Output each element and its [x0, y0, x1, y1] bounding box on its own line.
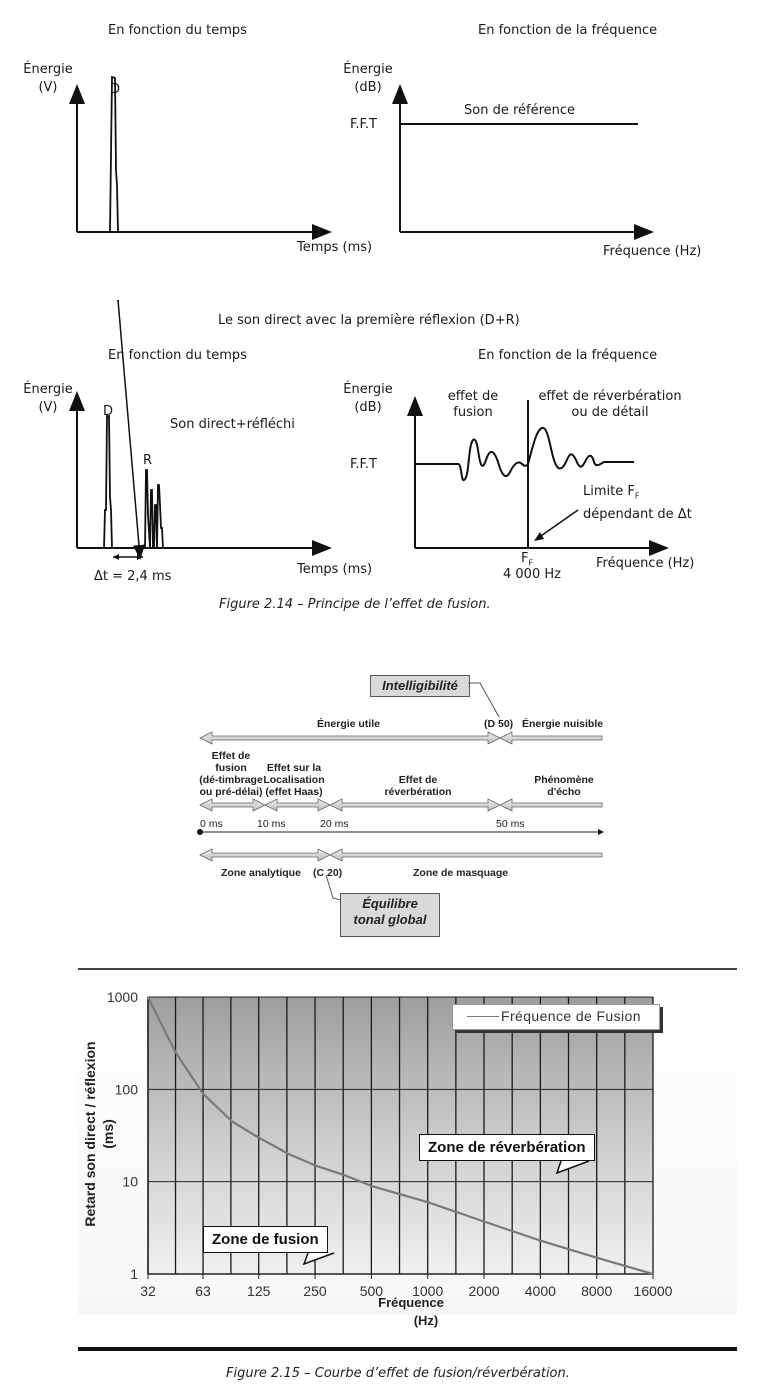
ff-value: 4 000 Hz	[503, 567, 561, 582]
data-point	[371, 1185, 373, 1187]
top-reference-label: Son de référence	[464, 103, 576, 118]
zone-localisation-label: Effet sur la Localisation (effet Haas)	[263, 762, 325, 798]
zone-localisation-arrow	[265, 799, 330, 811]
tonal-balance-callout: Équilibre tonal global	[340, 893, 440, 937]
data-point	[288, 1153, 290, 1155]
bottom-peak-d	[104, 416, 112, 548]
x-tick-label: 125	[247, 1283, 271, 1299]
data-point	[596, 1257, 598, 1259]
delta-t-arrow	[118, 300, 140, 557]
delta-t-label: Δt = 2,4 ms	[94, 569, 172, 584]
legend-line-swatch	[467, 1016, 499, 1017]
bottom-peak-r-label: R	[143, 453, 153, 468]
zone-analytic-arrow	[200, 849, 330, 861]
zone-analytic-label: Zone analytique	[221, 867, 301, 879]
x-tick-label: 16000	[633, 1283, 673, 1299]
data-point	[483, 1221, 485, 1223]
top-peak-d	[110, 77, 121, 232]
data-point	[342, 1174, 344, 1176]
x-tick-label: 32	[140, 1283, 156, 1299]
legend-label: Fréquence de Fusion	[501, 1008, 641, 1024]
zone-echo-arrow	[500, 799, 602, 811]
x-tick-label: 1000	[412, 1283, 444, 1299]
data-point	[147, 996, 149, 998]
y-tick-label: 10	[122, 1173, 138, 1190]
tick-50ms: 50 ms	[496, 818, 525, 830]
bottom-fft-label: F.F.T	[350, 457, 377, 472]
son-direct-reflechi-label: Son direct+réfléchi	[170, 417, 295, 432]
bottom-heading: Le son direct avec la première réflexion (D+R)	[218, 313, 520, 328]
data-point	[314, 1165, 316, 1167]
figure-2-14-caption: Figure 2.14 – Principe de l’effet de fusion.	[219, 597, 491, 612]
reverb-bubble-tail	[555, 1160, 595, 1176]
chart-legend	[452, 1004, 660, 1030]
combined-spectrum-curve	[415, 428, 634, 480]
fusion-effect-label-2: fusion	[453, 405, 493, 420]
intelligibility-callout: Intelligibilité	[370, 675, 470, 697]
y-tick-label: 1	[130, 1266, 138, 1282]
x-tick-label: 500	[359, 1283, 384, 1299]
data-point	[202, 1093, 204, 1095]
limit-pointer-arrowhead	[534, 532, 544, 541]
y-axis-label-1: Retard son direct / réflexion	[82, 1041, 98, 1227]
zone-echo-label: Phénomène d'écho	[534, 774, 594, 798]
bottom-time-xlabel: Temps (ms)	[297, 562, 373, 577]
bottom-freq-xlabel: Fréquence (Hz)	[596, 556, 695, 571]
data-point	[427, 1201, 429, 1203]
bottom-time-title: En fonction du temps	[108, 348, 247, 363]
reverb-effect-label-2: ou de détail	[571, 405, 649, 420]
top-time-xlabel: Temps (ms)	[297, 240, 373, 255]
energy-useful-label: Énergie utile	[317, 718, 381, 730]
x-tick-label: 2000	[468, 1283, 500, 1299]
tick-0ms: 0 ms	[200, 818, 223, 830]
limit-label-2: dépendant de Δt	[583, 507, 692, 522]
c20-label: (C 20)	[313, 867, 343, 879]
top-freq-plot	[382, 0, 764, 270]
data-point	[258, 1137, 260, 1139]
d50-label: (D 50)	[484, 718, 514, 730]
y-axis-label-2: (ms)	[100, 1119, 116, 1149]
fusion-zone-bubble: Zone de fusion	[203, 1226, 328, 1253]
reverb-effect-label-1: effet de réverbération	[538, 389, 682, 404]
bottom-time-plot	[0, 300, 382, 600]
timeline-axis-arrowhead	[598, 829, 604, 835]
limit-pointer-arrow	[538, 510, 578, 538]
bottom-freq-plot	[382, 300, 764, 600]
top-time-ylabel-2: (V)	[38, 80, 58, 95]
energy-useful-arrow	[200, 732, 500, 744]
tick-10ms: 10 ms	[257, 818, 286, 830]
energy-harmful-arrow	[500, 732, 602, 744]
x-tick-label: 63	[195, 1283, 211, 1299]
fusion-effect-label-1: effet de	[447, 389, 499, 404]
x-axis-label-2: (Hz)	[413, 1313, 439, 1328]
zone-reverb-label: Effet de réverbération	[384, 774, 452, 798]
zone-reverb-arrow	[330, 799, 500, 811]
y-tick-label: 100	[114, 1081, 138, 1098]
intelligibility-leader	[468, 683, 499, 717]
bottom-peak-d-label: D	[103, 404, 114, 419]
zone-masking-arrow	[330, 849, 602, 861]
limit-label-1: Limite $F_F$	[583, 484, 640, 501]
ff-label: $F_F$	[521, 551, 534, 568]
top-freq-xlabel: Fréquence (Hz)	[603, 244, 702, 259]
top-fft-label: F.F.T	[350, 117, 377, 132]
x-axis-label-1: Fréquence	[378, 1295, 444, 1310]
data-point	[175, 1052, 177, 1054]
x-tick-label: 8000	[581, 1283, 613, 1299]
data-point	[540, 1240, 542, 1242]
x-tick-label: 250	[303, 1283, 327, 1299]
bottom-peak-r	[145, 470, 163, 548]
bottom-freq-ylabel-2: (dB)	[354, 400, 382, 415]
top-freq-ylabel-1: Énergie	[343, 62, 393, 77]
energy-harmful-label: Énergie nuisible	[522, 718, 604, 730]
bottom-time-ylabel-1: Énergie	[23, 382, 73, 397]
figure-2-15-caption: Figure 2.15 – Courbe d’effet de fusion/réverbération.	[226, 1366, 570, 1381]
tick-20ms: 20 ms	[320, 818, 349, 830]
zone-fusion-label: Effet de fusion (dé-timbrage ou pré-délai)	[199, 750, 263, 798]
bottom-freq-title: En fonction de la fréquence	[478, 348, 658, 363]
zone-fusion-arrow	[200, 799, 265, 811]
x-tick-label: 4000	[524, 1283, 556, 1299]
top-peak-d-label: D	[110, 82, 121, 97]
top-freq-title: En fonction de la fréquence	[478, 23, 658, 38]
bottom-freq-ylabel-1: Énergie	[343, 382, 393, 397]
reverb-zone-bubble: Zone de réverbération	[419, 1134, 595, 1161]
fusion-bubble-tail	[302, 1252, 342, 1268]
zone-masking-label: Zone de masquage	[413, 867, 509, 879]
top-time-ylabel-1: Énergie	[23, 62, 73, 77]
chart-bottom-rule	[78, 1347, 737, 1351]
y-tick-label: 1000	[106, 989, 138, 1005]
bottom-time-ylabel-2: (V)	[38, 400, 58, 415]
data-point	[231, 1121, 233, 1123]
top-time-title: En fonction du temps	[108, 23, 247, 38]
top-freq-ylabel-2: (dB)	[354, 80, 382, 95]
top-time-plot	[0, 0, 382, 270]
